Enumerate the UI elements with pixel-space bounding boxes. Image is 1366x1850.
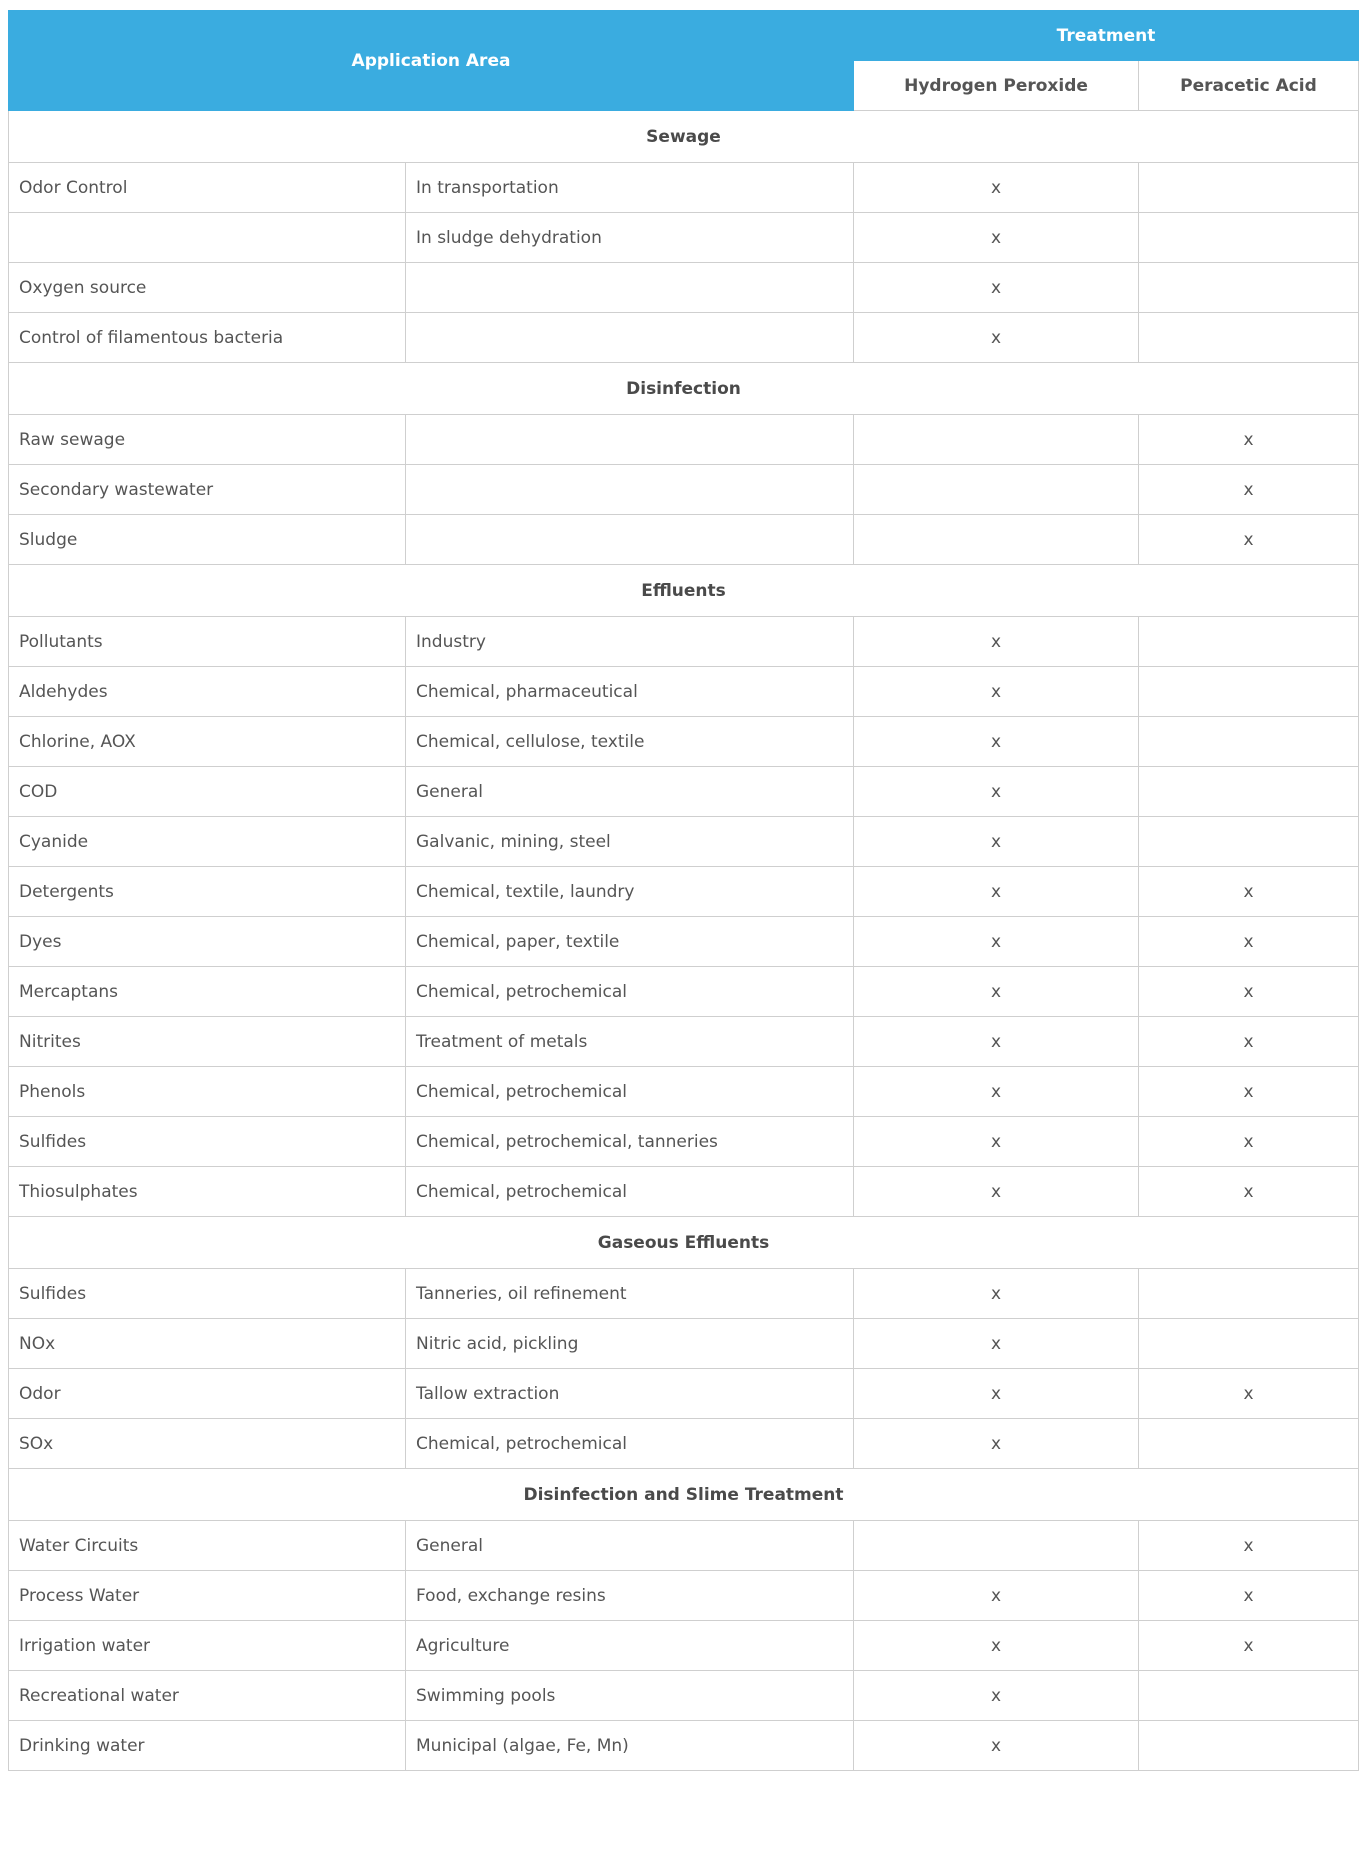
table-row — [9, 1067, 1359, 1117]
table-row — [9, 415, 1359, 465]
hydrogen-peroxide-cell: x — [854, 817, 1139, 867]
table-row — [9, 515, 1359, 565]
hydrogen-peroxide-cell: x — [854, 867, 1139, 917]
application-cell: Recreational water — [9, 1671, 406, 1721]
hydrogen-peroxide-cell: x — [854, 1621, 1139, 1671]
peracetic-acid-cell: x — [1139, 1369, 1359, 1419]
table-row — [9, 1167, 1359, 1217]
treatment-table — [8, 10, 1359, 1771]
hydrogen-peroxide-cell: x — [854, 1419, 1139, 1469]
header-row-top — [9, 11, 1359, 61]
application-cell: Dyes — [9, 917, 406, 967]
section-title: Gaseous Effluents — [9, 1217, 1359, 1269]
peracetic-acid-cell: x — [1139, 867, 1359, 917]
section-row — [9, 1469, 1359, 1521]
treatment-table-container — [8, 10, 1358, 1771]
hydrogen-peroxide-cell: x — [854, 1571, 1139, 1621]
hydrogen-peroxide-cell — [854, 1521, 1139, 1571]
application-cell: Sulfides — [9, 1117, 406, 1167]
table-row — [9, 313, 1359, 363]
application-cell: Control of filamentous bacteria — [9, 313, 406, 363]
detail-cell — [406, 465, 854, 515]
detail-cell: Chemical, cellulose, textile — [406, 717, 854, 767]
table-row — [9, 1369, 1359, 1419]
peracetic-acid-cell: x — [1139, 415, 1359, 465]
section-title: Sewage — [9, 111, 1359, 163]
detail-cell: Chemical, petrochemical — [406, 1167, 854, 1217]
table-row — [9, 967, 1359, 1017]
table-row — [9, 1671, 1359, 1721]
detail-cell: Chemical, petrochemical, tanneries — [406, 1117, 854, 1167]
table-row — [9, 263, 1359, 313]
peracetic-acid-cell: x — [1139, 1621, 1359, 1671]
application-cell: Process Water — [9, 1571, 406, 1621]
table-row — [9, 465, 1359, 515]
hydrogen-peroxide-cell: x — [854, 263, 1139, 313]
application-cell: Thiosulphates — [9, 1167, 406, 1217]
peracetic-acid-cell — [1139, 163, 1359, 213]
detail-cell: Galvanic, mining, steel — [406, 817, 854, 867]
detail-cell: Agriculture — [406, 1621, 854, 1671]
hydrogen-peroxide-cell: x — [854, 313, 1139, 363]
hydrogen-peroxide-cell: x — [854, 1671, 1139, 1721]
application-cell: Irrigation water — [9, 1621, 406, 1671]
application-cell: Secondary wastewater — [9, 465, 406, 515]
table-row — [9, 213, 1359, 263]
table-row — [9, 617, 1359, 667]
application-cell — [9, 213, 406, 263]
peracetic-acid-cell — [1139, 667, 1359, 717]
detail-cell: Food, exchange resins — [406, 1571, 854, 1621]
peracetic-acid-cell: x — [1139, 1521, 1359, 1571]
application-cell: Drinking water — [9, 1721, 406, 1771]
application-cell: Aldehydes — [9, 667, 406, 717]
peracetic-acid-cell — [1139, 717, 1359, 767]
table-row — [9, 1117, 1359, 1167]
detail-cell: Industry — [406, 617, 854, 667]
peracetic-acid-cell — [1139, 1721, 1359, 1771]
detail-cell — [406, 415, 854, 465]
table-header — [9, 11, 1359, 111]
hydrogen-peroxide-cell: x — [854, 1721, 1139, 1771]
section-row — [9, 111, 1359, 163]
application-cell: Oxygen source — [9, 263, 406, 313]
peracetic-acid-cell: x — [1139, 917, 1359, 967]
table-row — [9, 917, 1359, 967]
peracetic-acid-cell: x — [1139, 1017, 1359, 1067]
detail-cell: Swimming pools — [406, 1671, 854, 1721]
hydrogen-peroxide-cell — [854, 415, 1139, 465]
table-row — [9, 1521, 1359, 1571]
hydrogen-peroxide-cell — [854, 515, 1139, 565]
detail-cell: Treatment of metals — [406, 1017, 854, 1067]
peracetic-acid-cell — [1139, 213, 1359, 263]
application-cell: Pollutants — [9, 617, 406, 667]
peracetic-acid-cell — [1139, 1319, 1359, 1369]
peracetic-acid-cell: x — [1139, 1067, 1359, 1117]
application-cell: Raw sewage — [9, 415, 406, 465]
section-title: Disinfection and Slime Treatment — [9, 1469, 1359, 1521]
detail-cell: Chemical, pharmaceutical — [406, 667, 854, 717]
hydrogen-peroxide-cell: x — [854, 667, 1139, 717]
application-cell: COD — [9, 767, 406, 817]
application-cell: Detergents — [9, 867, 406, 917]
peracetic-acid-cell — [1139, 817, 1359, 867]
hydrogen-peroxide-cell: x — [854, 617, 1139, 667]
hydrogen-peroxide-cell: x — [854, 213, 1139, 263]
detail-cell: In transportation — [406, 163, 854, 213]
table-row — [9, 1419, 1359, 1469]
peracetic-acid-cell: x — [1139, 1117, 1359, 1167]
hydrogen-peroxide-cell: x — [854, 1067, 1139, 1117]
peracetic-acid-cell: x — [1139, 465, 1359, 515]
table-row — [9, 1269, 1359, 1319]
application-cell: Nitrites — [9, 1017, 406, 1067]
detail-cell: Tanneries, oil refinement — [406, 1269, 854, 1319]
peracetic-acid-cell — [1139, 767, 1359, 817]
table-row — [9, 1621, 1359, 1671]
detail-cell: Chemical, textile, laundry — [406, 867, 854, 917]
hydrogen-peroxide-cell: x — [854, 163, 1139, 213]
application-cell: Odor Control — [9, 163, 406, 213]
table-row — [9, 817, 1359, 867]
section-row — [9, 565, 1359, 617]
application-cell: Odor — [9, 1369, 406, 1419]
peracetic-acid-cell: x — [1139, 1571, 1359, 1621]
peracetic-acid-cell — [1139, 263, 1359, 313]
application-cell: Mercaptans — [9, 967, 406, 1017]
application-area-header: Application Area — [9, 11, 854, 111]
application-cell: NOx — [9, 1319, 406, 1369]
table-row — [9, 163, 1359, 213]
section-row — [9, 363, 1359, 415]
hydrogen-peroxide-cell: x — [854, 967, 1139, 1017]
table-body — [9, 111, 1359, 1771]
detail-cell: Chemical, petrochemical — [406, 1419, 854, 1469]
application-cell: Chlorine, AOX — [9, 717, 406, 767]
detail-cell: Chemical, petrochemical — [406, 1067, 854, 1117]
detail-cell: Chemical, paper, textile — [406, 917, 854, 967]
section-title: Effluents — [9, 565, 1359, 617]
peracetic-acid-cell: x — [1139, 515, 1359, 565]
hydrogen-peroxide-cell: x — [854, 717, 1139, 767]
peracetic-acid-cell — [1139, 617, 1359, 667]
table-row — [9, 717, 1359, 767]
detail-cell: Municipal (algae, Fe, Mn) — [406, 1721, 854, 1771]
detail-cell — [406, 313, 854, 363]
application-cell: Sulfides — [9, 1269, 406, 1319]
peracetic-acid-cell — [1139, 313, 1359, 363]
peracetic-acid-cell: x — [1139, 1167, 1359, 1217]
peracetic-acid-cell — [1139, 1419, 1359, 1469]
hydrogen-peroxide-cell: x — [854, 1269, 1139, 1319]
hydrogen-peroxide-cell: x — [854, 1369, 1139, 1419]
hydrogen-peroxide-cell: x — [854, 1017, 1139, 1067]
detail-cell: In sludge dehydration — [406, 213, 854, 263]
detail-cell: General — [406, 767, 854, 817]
application-cell: Phenols — [9, 1067, 406, 1117]
hydrogen-peroxide-cell: x — [854, 1319, 1139, 1369]
peracetic-acid-cell: x — [1139, 967, 1359, 1017]
table-row — [9, 1571, 1359, 1621]
table-row — [9, 667, 1359, 717]
peracetic-acid-cell — [1139, 1671, 1359, 1721]
table-row — [9, 1319, 1359, 1369]
application-cell: Water Circuits — [9, 1521, 406, 1571]
detail-cell: General — [406, 1521, 854, 1571]
hydrogen-peroxide-cell: x — [854, 767, 1139, 817]
table-row — [9, 867, 1359, 917]
hydrogen-peroxide-cell — [854, 465, 1139, 515]
application-cell: Cyanide — [9, 817, 406, 867]
table-row — [9, 1721, 1359, 1771]
table-row — [9, 767, 1359, 817]
peracetic-acid-cell — [1139, 1269, 1359, 1319]
application-cell: SOx — [9, 1419, 406, 1469]
detail-cell — [406, 515, 854, 565]
section-row — [9, 1217, 1359, 1269]
hydrogen-peroxide-cell: x — [854, 1117, 1139, 1167]
treatment-header: Treatment — [854, 11, 1359, 61]
detail-cell: Tallow extraction — [406, 1369, 854, 1419]
hydrogen-peroxide-cell: x — [854, 917, 1139, 967]
application-cell: Sludge — [9, 515, 406, 565]
detail-cell: Chemical, petrochemical — [406, 967, 854, 1017]
section-title: Disinfection — [9, 363, 1359, 415]
hydrogen-peroxide-header: Hydrogen Peroxide — [854, 61, 1139, 111]
peracetic-acid-header: Peracetic Acid — [1139, 61, 1359, 111]
hydrogen-peroxide-cell: x — [854, 1167, 1139, 1217]
table-row — [9, 1017, 1359, 1067]
detail-cell: Nitric acid, pickling — [406, 1319, 854, 1369]
detail-cell — [406, 263, 854, 313]
